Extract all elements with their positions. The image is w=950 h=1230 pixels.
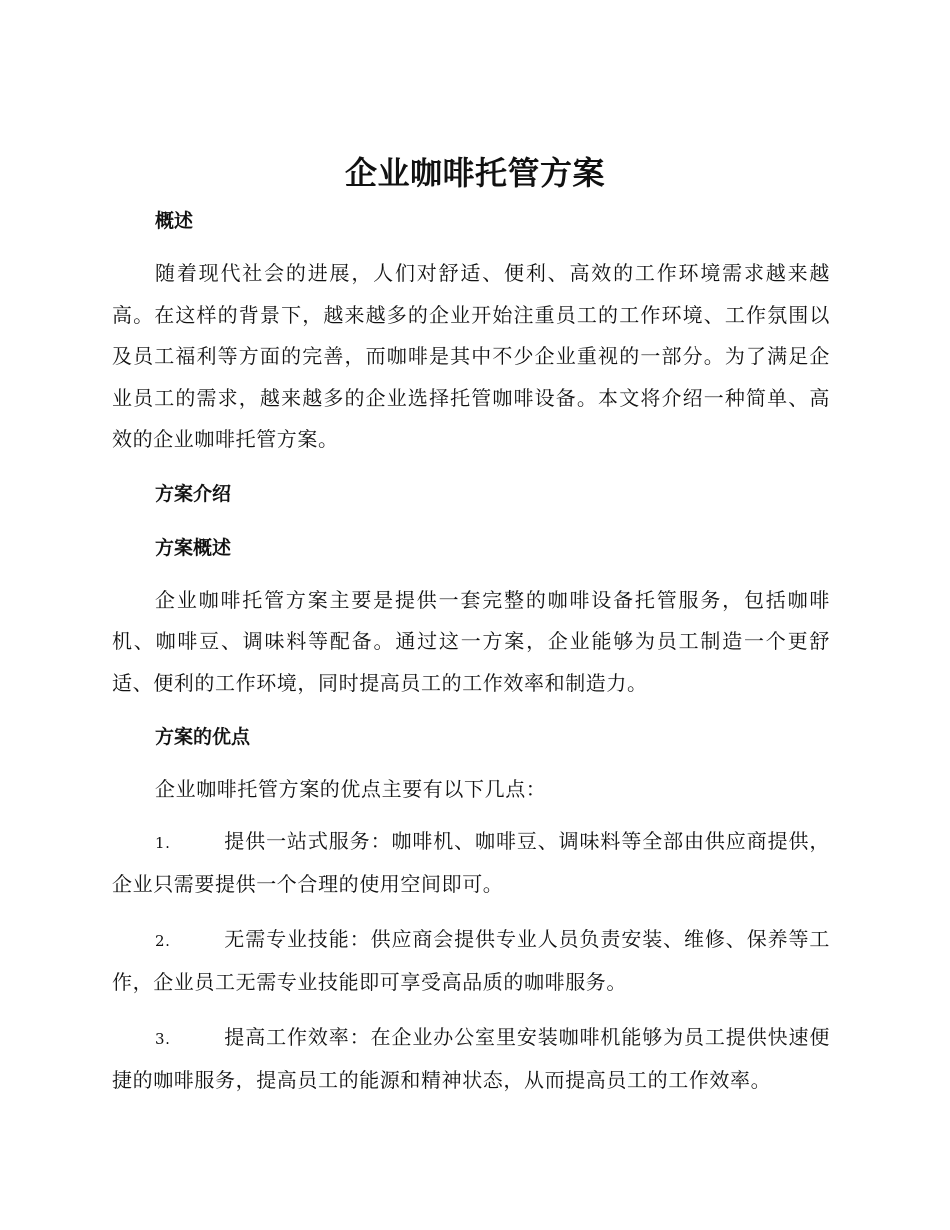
overview-heading: 概述 <box>155 210 194 232</box>
overview-paragraph: 随着现代社会的进展，人们对舒适、便利、高效的工作环境需求越来越高。在这样的背景下，越来越多的企业开始注重员工的工作环境、工作氛围以及员工福利等方面的完善，而咖啡是其中不少企业重视的一部分。为了满足企业员工的需求，越来越多的企业选择托管咖啡设备。本文将介绍一种简单、高效的企业咖啡托管方案。 <box>112 261 830 451</box>
document-title: 企业咖啡托管方案 <box>344 154 605 192</box>
list-item <box>112 919 830 1004</box>
summary-heading: 方案概述 <box>155 536 232 559</box>
list-number: 2. <box>155 931 171 950</box>
intro-heading: 方案介绍 <box>155 482 232 505</box>
list-item <box>112 821 830 906</box>
list-item <box>112 1017 830 1102</box>
advantages-intro: 企业咖啡托管方案的优点主要有以下几点： <box>155 777 547 801</box>
list-number: 1. <box>155 833 171 852</box>
list-text: 提供一站式服务：咖啡机、咖啡豆、调味料等全部由供应商提供，企业只需要提供一个合理的使用空间即可。 <box>112 828 830 896</box>
advantages-heading: 方案的优点 <box>155 726 251 748</box>
list-text: 无需专业技能：供应商会提供专业人员负责安装、维修、保养等工作，企业员工无需专业技能即可享受高品质的咖啡服务。 <box>112 926 830 994</box>
list-number: 3. <box>155 1029 171 1048</box>
document-body <box>112 199 830 1115</box>
list-text: 提高工作效率：在企业办公室里安装咖啡机能够为员工提供快速便捷的咖啡服务，提高员工的能源和精神状态，从而提高员工的工作效率。 <box>112 1024 830 1092</box>
summary-paragraph: 企业咖啡托管方案主要是提供一套完整的咖啡设备托管服务，包括咖啡机、咖啡豆、调味料等配备。通过这一方案，企业能够为员工制造一个更舒适、便利的工作环境，同时提高员工的工作效率和制造力。 <box>112 587 830 695</box>
